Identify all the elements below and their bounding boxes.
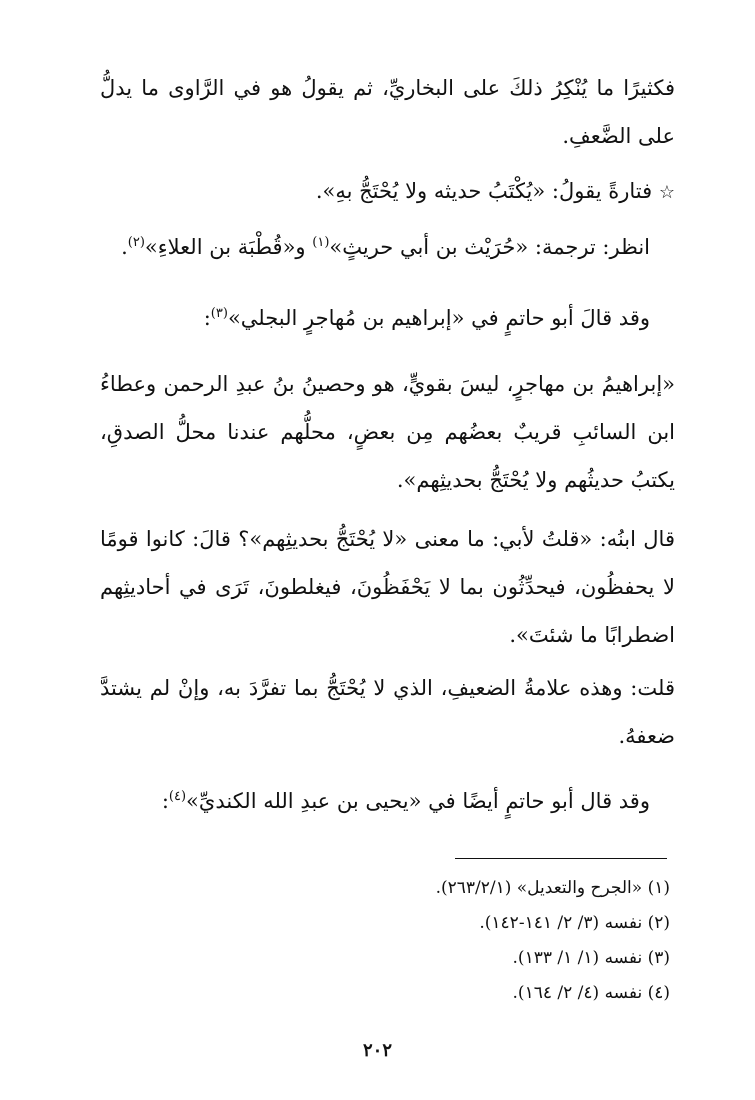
paragraph-2 <box>316 176 675 208</box>
footnote-2: (٢) نفسه (٣/ ٢/ ١٤١-١٤٢). <box>479 913 670 933</box>
footnote-1: (١) «الجرح والتعديل» (٢٦٣/٢/١). <box>435 878 670 898</box>
footnote-ref-4: (٤) <box>168 789 187 804</box>
paragraph-3-mid: و«قُطْبَة بن العلاءِ» <box>144 235 313 259</box>
footnote-ref-3: (٣) <box>210 306 228 321</box>
paragraph-6-text: قال ابنُه: «قلتُ لأبي: ما معنى «لا يُحْتَجُّ بحديثِهم»؟ قالَ: كانوا قومًا لا يحفظُون، فيحدِّثُون بما لا يَحْفَظُونَ، فيغلطونَ، تَرَى في أحاديثِهم اضطرابًا ما شئتَ». <box>100 527 675 647</box>
paragraph-8 <box>162 786 650 816</box>
footnote-4: (٤) نفسه (٤/ ٢/ ١٦٤). <box>512 983 670 1003</box>
paragraph-8-text: وقد قال أبو حاتمٍ أيضًا في «يحيى بن عبدِ الله الكنديِّ» <box>186 789 650 813</box>
paragraph-3-end: . <box>121 235 128 259</box>
paragraph-8-end: : <box>161 789 169 813</box>
paragraph-5 <box>100 360 675 504</box>
paragraph-6 <box>100 515 675 659</box>
paragraph-1-text: فكثيرًا ما يُنْكِرُ ذلكَ على البخاريِّ، ثم يقولُ هو في الرَّاوى ما يدلُّ على الضَّعفِ. <box>100 76 675 148</box>
footnote-ref-2: (٢) <box>127 235 145 250</box>
footnote-separator <box>455 858 667 859</box>
page-number: ٢٠٢ <box>362 1040 392 1061</box>
footnote-ref-1: (١) <box>312 235 330 250</box>
paragraph-1 <box>100 64 675 160</box>
paragraph-7-text: قلت: وهذه علامةُ الضعيفِ، الذي لا يُحْتَجُّ بما تفرَّدَ به، وإنْ لم يشتدَّ ضعفهُ. <box>100 676 675 748</box>
paragraph-4-end: : <box>203 306 211 330</box>
paragraph-4-text: وقد قالَ أبو حاتمٍ في «إبراهيم بن مُهاجرٍ البجلي» <box>227 306 650 330</box>
paragraph-5-text: «إبراهيمُ بن مهاجرٍ، ليسَ بقويٍّ، هو وحصينُ بنُ عبدِ الرحمن وعطاءُ ابن السائبِ قريبٌ بعضُهم مِن بعضٍ، محلُّهم عندنا محلُّ الصدقِ، يكتبُ حديثُهم ولا يُحْتَجُّ بحديثِهم». <box>100 372 675 492</box>
paragraph-2-text: فتارةً يقولُ: «يُكْتَبُ حديثه ولا يُحْتَجُّ بهِ». <box>315 179 653 203</box>
star-icon: ☆ <box>658 182 675 203</box>
paragraph-4 <box>204 303 650 333</box>
paragraph-3 <box>121 232 650 262</box>
paragraph-7 <box>100 664 675 760</box>
footnote-3: (٣) نفسه (١/ ١/ ١٣٣). <box>512 948 670 968</box>
paragraph-3-text: انظر: ترجمة: «حُرَيْث بن أبي حريثٍ» <box>329 235 650 259</box>
